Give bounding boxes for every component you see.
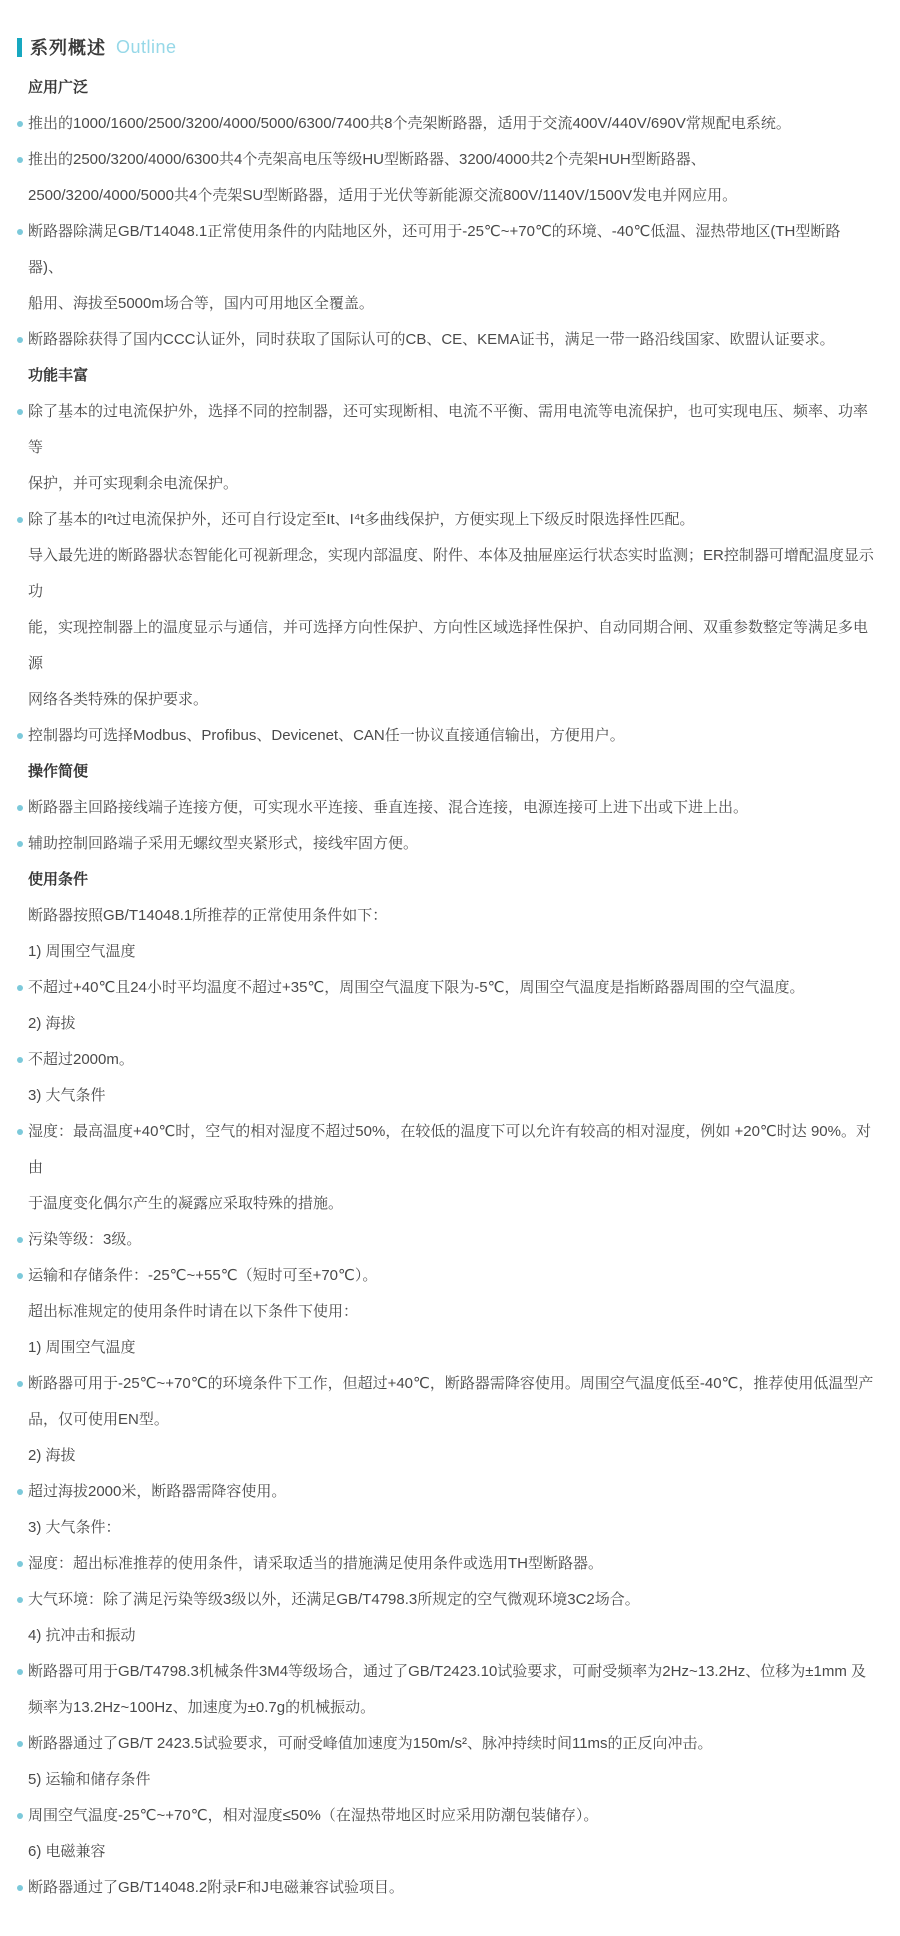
- text-line: 6) 电磁兼容: [28, 1843, 106, 1860]
- bullet-item: 断路器除获得了国内CCC认证外，同时获取了国际认可的CB、CE、KEMA证书，满足一带一路沿线国家、欧盟认证要求。: [28, 322, 874, 358]
- page-title-en: Outline: [116, 36, 177, 57]
- text-line: 超出标准规定的使用条件时请在以下条件下使用：: [28, 1303, 359, 1320]
- section-header: 使用条件: [28, 871, 89, 888]
- page-title-cn: 系列概述: [30, 38, 106, 58]
- bullet-item: 湿度：超出标准推荐的使用条件，请采取适当的措施满足使用条件或选用TH型断路器。: [28, 1546, 874, 1582]
- bullet-item: 超过海拔2000米，断路器需降容使用。: [28, 1474, 874, 1510]
- bullet-item: 推出的1000/1600/2500/3200/4000/5000/6300/7400共8个壳架断路器，适用于交流400V/440V/690V常规配电系统。: [28, 106, 874, 142]
- content: [17, 70, 874, 1906]
- text-line: 导入最先进的断路器状态智能化可视新理念，实现内部温度、附件、本体及抽屉座运行状态实时监测；ER控制器可增配温度显示功 能，实现控制器上的温度显示与通信，并可选择方向性保护、方向性区域选择性保护、自动同期合闸、双重参数整定等满足多电源 网络各类特殊的保护要求。: [28, 547, 874, 708]
- text-line: 1) 周围空气温度: [28, 943, 136, 960]
- title-accent-bar-icon: [17, 38, 22, 57]
- bullet-item: 断路器通过了GB/T14048.2附录F和J电磁兼容试验项目。: [28, 1870, 874, 1906]
- bullet-item: 周围空气温度-25℃~+70℃，相对湿度≤50%（在湿热带地区时应采用防潮包装储存）。: [28, 1798, 874, 1834]
- bullet-item: 除了基本的I²t过电流保护外，还可自行设定至It、I⁴t多曲线保护，方便实现上下级反时限选择性匹配。: [28, 502, 874, 538]
- bullet-item: 断路器通过了GB/T 2423.5试验要求，可耐受峰值加速度为150m/s²、脉冲持续时间11ms的正反向冲击。: [28, 1726, 874, 1762]
- bullet-item: 湿度：最高温度+40℃时，空气的相对湿度不超过50%，在较低的温度下可以允许有较高的相对湿度，例如 +20℃时达 90%。对由 于温度变化偶尔产生的凝露应采取特殊的措施。: [28, 1114, 874, 1222]
- section-header: 功能丰富: [28, 367, 89, 384]
- text-line: 3) 大气条件: [28, 1087, 106, 1104]
- bullet-item: 推出的2500/3200/4000/6300共4个壳架高电压等级HU型断路器、3200/4000共2个壳架HUH型断路器、 2500/3200/4000/5000共4个壳架SU型断路器，适用于光伏等新能源交流800V/1140V/1500V发电并网应用。: [28, 142, 874, 214]
- bullet-item: 除了基本的过电流保护外，选择不同的控制器，还可实现断相、电流不平衡、需用电流等电流保护，也可实现电压、频率、功率等 保护，并可实现剩余电流保护。: [28, 394, 874, 502]
- text-line: 1) 周围空气温度: [28, 1339, 136, 1356]
- bullet-item: 辅助控制回路端子采用无螺纹型夹紧形式，接线牢固方便。: [28, 826, 874, 862]
- bullet-item: 污染等级：3级。: [28, 1222, 874, 1258]
- bullet-item: 不超过+40℃且24小时平均温度不超过+35℃，周围空气温度下限为-5℃，周围空气温度是指断路器周围的空气温度。: [28, 970, 874, 1006]
- bullet-item: 断路器可用于GB/T4798.3机械条件3M4等级场合，通过了GB/T2423.10试验要求，可耐受频率为2Hz~13.2Hz、位移为±1mm 及 频率为13.2Hz~100Hz、加速度为±0.7g的机械振动。: [28, 1654, 874, 1726]
- section-header: 操作简便: [28, 763, 89, 780]
- bullet-item: 控制器均可选择Modbus、Profibus、Devicenet、CAN任一协议直接通信输出，方便用户。: [28, 718, 874, 754]
- bullet-item: 大气环境：除了满足污染等级3级以外，还满足GB/T4798.3所规定的空气微观环境3C2场合。: [28, 1582, 874, 1618]
- bullet-item: 断路器主回路接线端子连接方便，可实现水平连接、垂直连接、混合连接，电源连接可上进下出或下进上出。: [28, 790, 874, 826]
- text-line: 4) 抗冲击和振动: [28, 1627, 136, 1644]
- section-header: 应用广泛: [28, 79, 89, 96]
- text-line: 2) 海拔: [28, 1015, 76, 1032]
- bullet-item: 断路器可用于-25℃~+70℃的环境条件下工作，但超过+40℃，断路器需降容使用。周围空气温度低至-40℃，推荐使用低温型产 品，仅可使用EN型。: [28, 1366, 874, 1438]
- text-line: 2) 海拔: [28, 1447, 76, 1464]
- text-line: 断路器按照GB/T14048.1所推荐的正常使用条件如下：: [28, 907, 388, 924]
- bullet-item: 不超过2000m。: [28, 1042, 874, 1078]
- text-line: 3) 大气条件：: [28, 1519, 121, 1536]
- bullet-item: 运输和存储条件：-25℃~+55℃（短时可至+70℃）。: [28, 1258, 874, 1294]
- bullet-item: 断路器除满足GB/T14048.1正常使用条件的内陆地区外，还可用于-25℃~+70℃的环境、-40℃低温、湿热带地区(TH型断路器)、 船用、海拔至5000m场合等，国内可用地区全覆盖。: [28, 214, 874, 322]
- text-line: 5) 运输和储存条件: [28, 1771, 151, 1788]
- page-title: [17, 36, 874, 58]
